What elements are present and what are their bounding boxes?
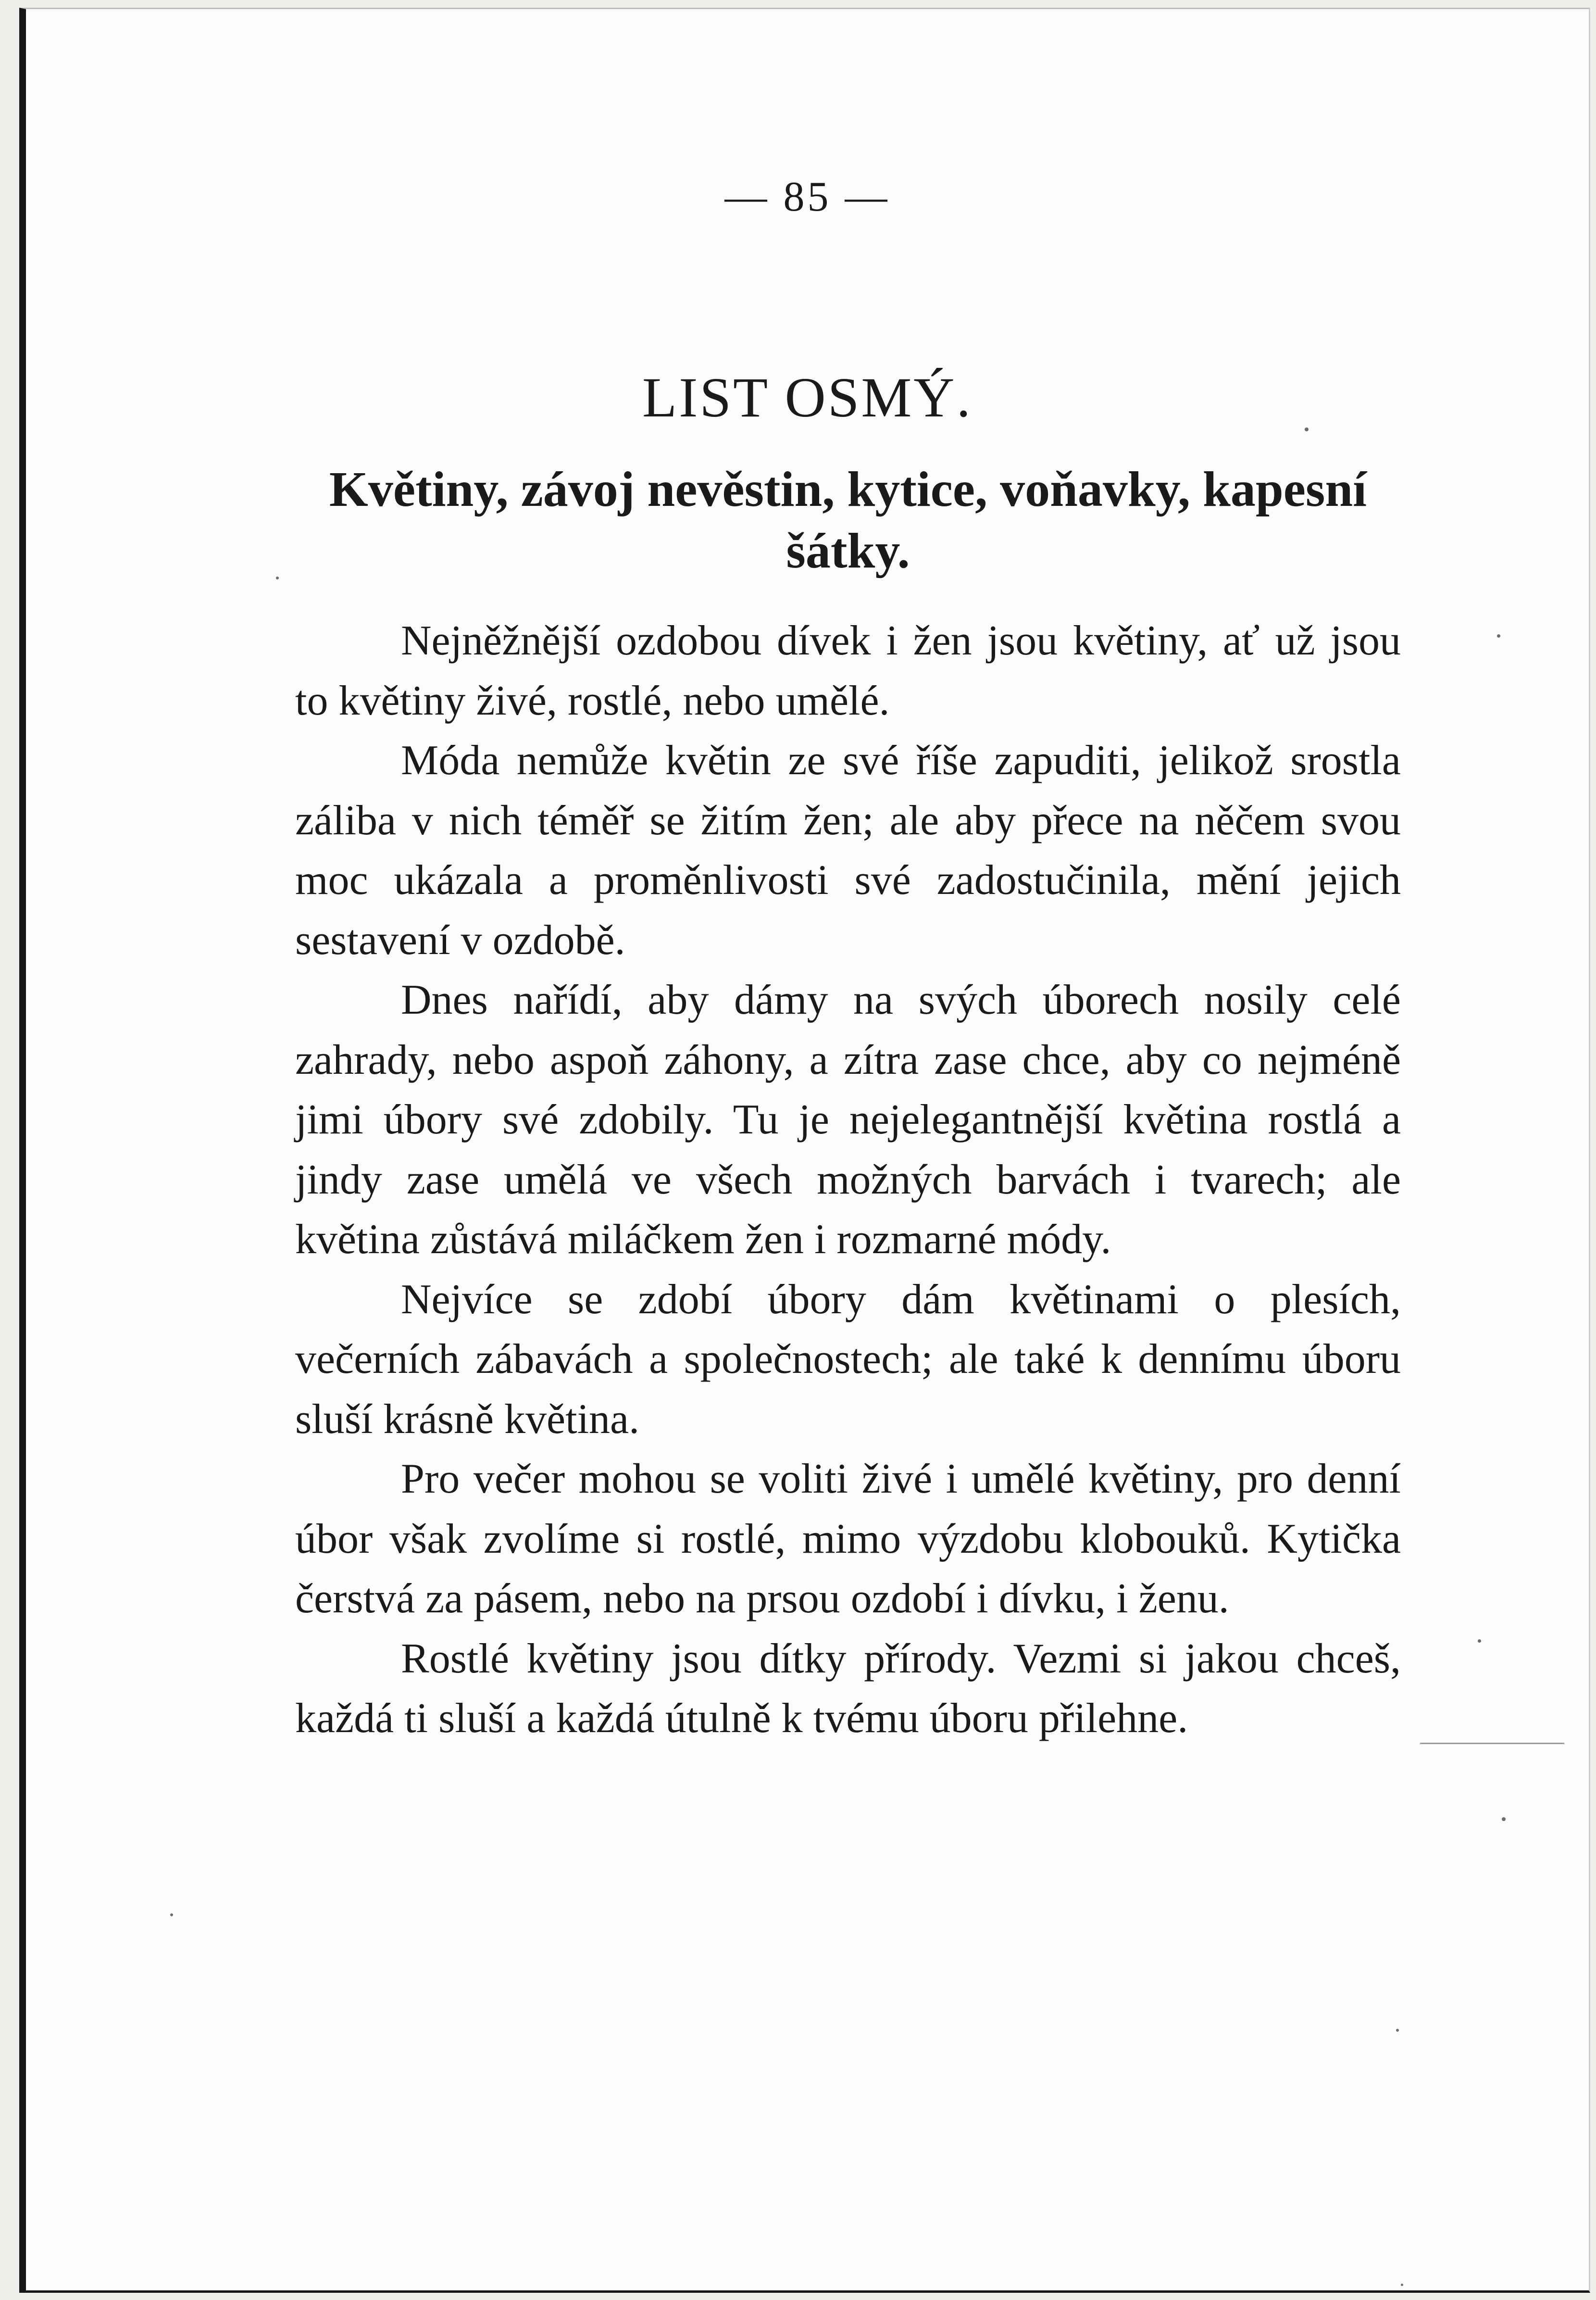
page-number: — 85 — bbox=[724, 174, 890, 220]
book-page bbox=[19, 8, 1590, 2293]
chapter-title: LIST OSMÝ. bbox=[642, 366, 973, 429]
chapter-subtitle: Květiny, závoj nevěstin, kytice, voňavky, kapesní šátky. bbox=[329, 462, 1367, 578]
paragraph: Dnes nařídí, aby dámy na svých úborech nosily celé zahrady, nebo aspoň záhony, a zítra zase chce, aby co nejméně jimi úbory své zdobily. Tu je nejelegantnější květina rostlá a jindy zase umělá ve všech možných barvách i tvarech; ale květina zůstává miláčkem žen i rozmarné módy. bbox=[295, 977, 1401, 1263]
paragraph: Nejvíce se zdobí úbory dám květinami o plesích, večerních zábavách a společnostech; ale také k dennímu úboru sluší krásně květina. bbox=[295, 1276, 1401, 1443]
body-text bbox=[295, 611, 1401, 1749]
paragraph: Pro večer mohou se voliti živé i umělé květiny, pro denní úbor však zvolíme si rostlé, mimo výzdobu klobouků. Kytička čerstvá za pásem, nebo na prsou ozdobí i dívku, i ženu. bbox=[295, 1456, 1401, 1622]
margin-mark bbox=[1420, 1743, 1564, 1744]
paragraph: Móda nemůže květin ze své říše zapuditi, jelikož srostla záliba v nich téměř se žitím žen; ale aby přece na něčem svou moc ukázala a proměnlivosti své zadostučinila, mění jejich sestavení v ozdobě. bbox=[295, 737, 1401, 964]
paragraph: Rostlé květiny jsou dítky přírody. Vezmi si jakou chceš, každá ti sluší a každá útulně k tvému úboru přilehne. bbox=[295, 1635, 1401, 1742]
paragraph: Nejněžnější ozdobou dívek i žen jsou květiny, ať už jsou to květiny živé, rostlé, nebo umělé. bbox=[295, 617, 1401, 724]
